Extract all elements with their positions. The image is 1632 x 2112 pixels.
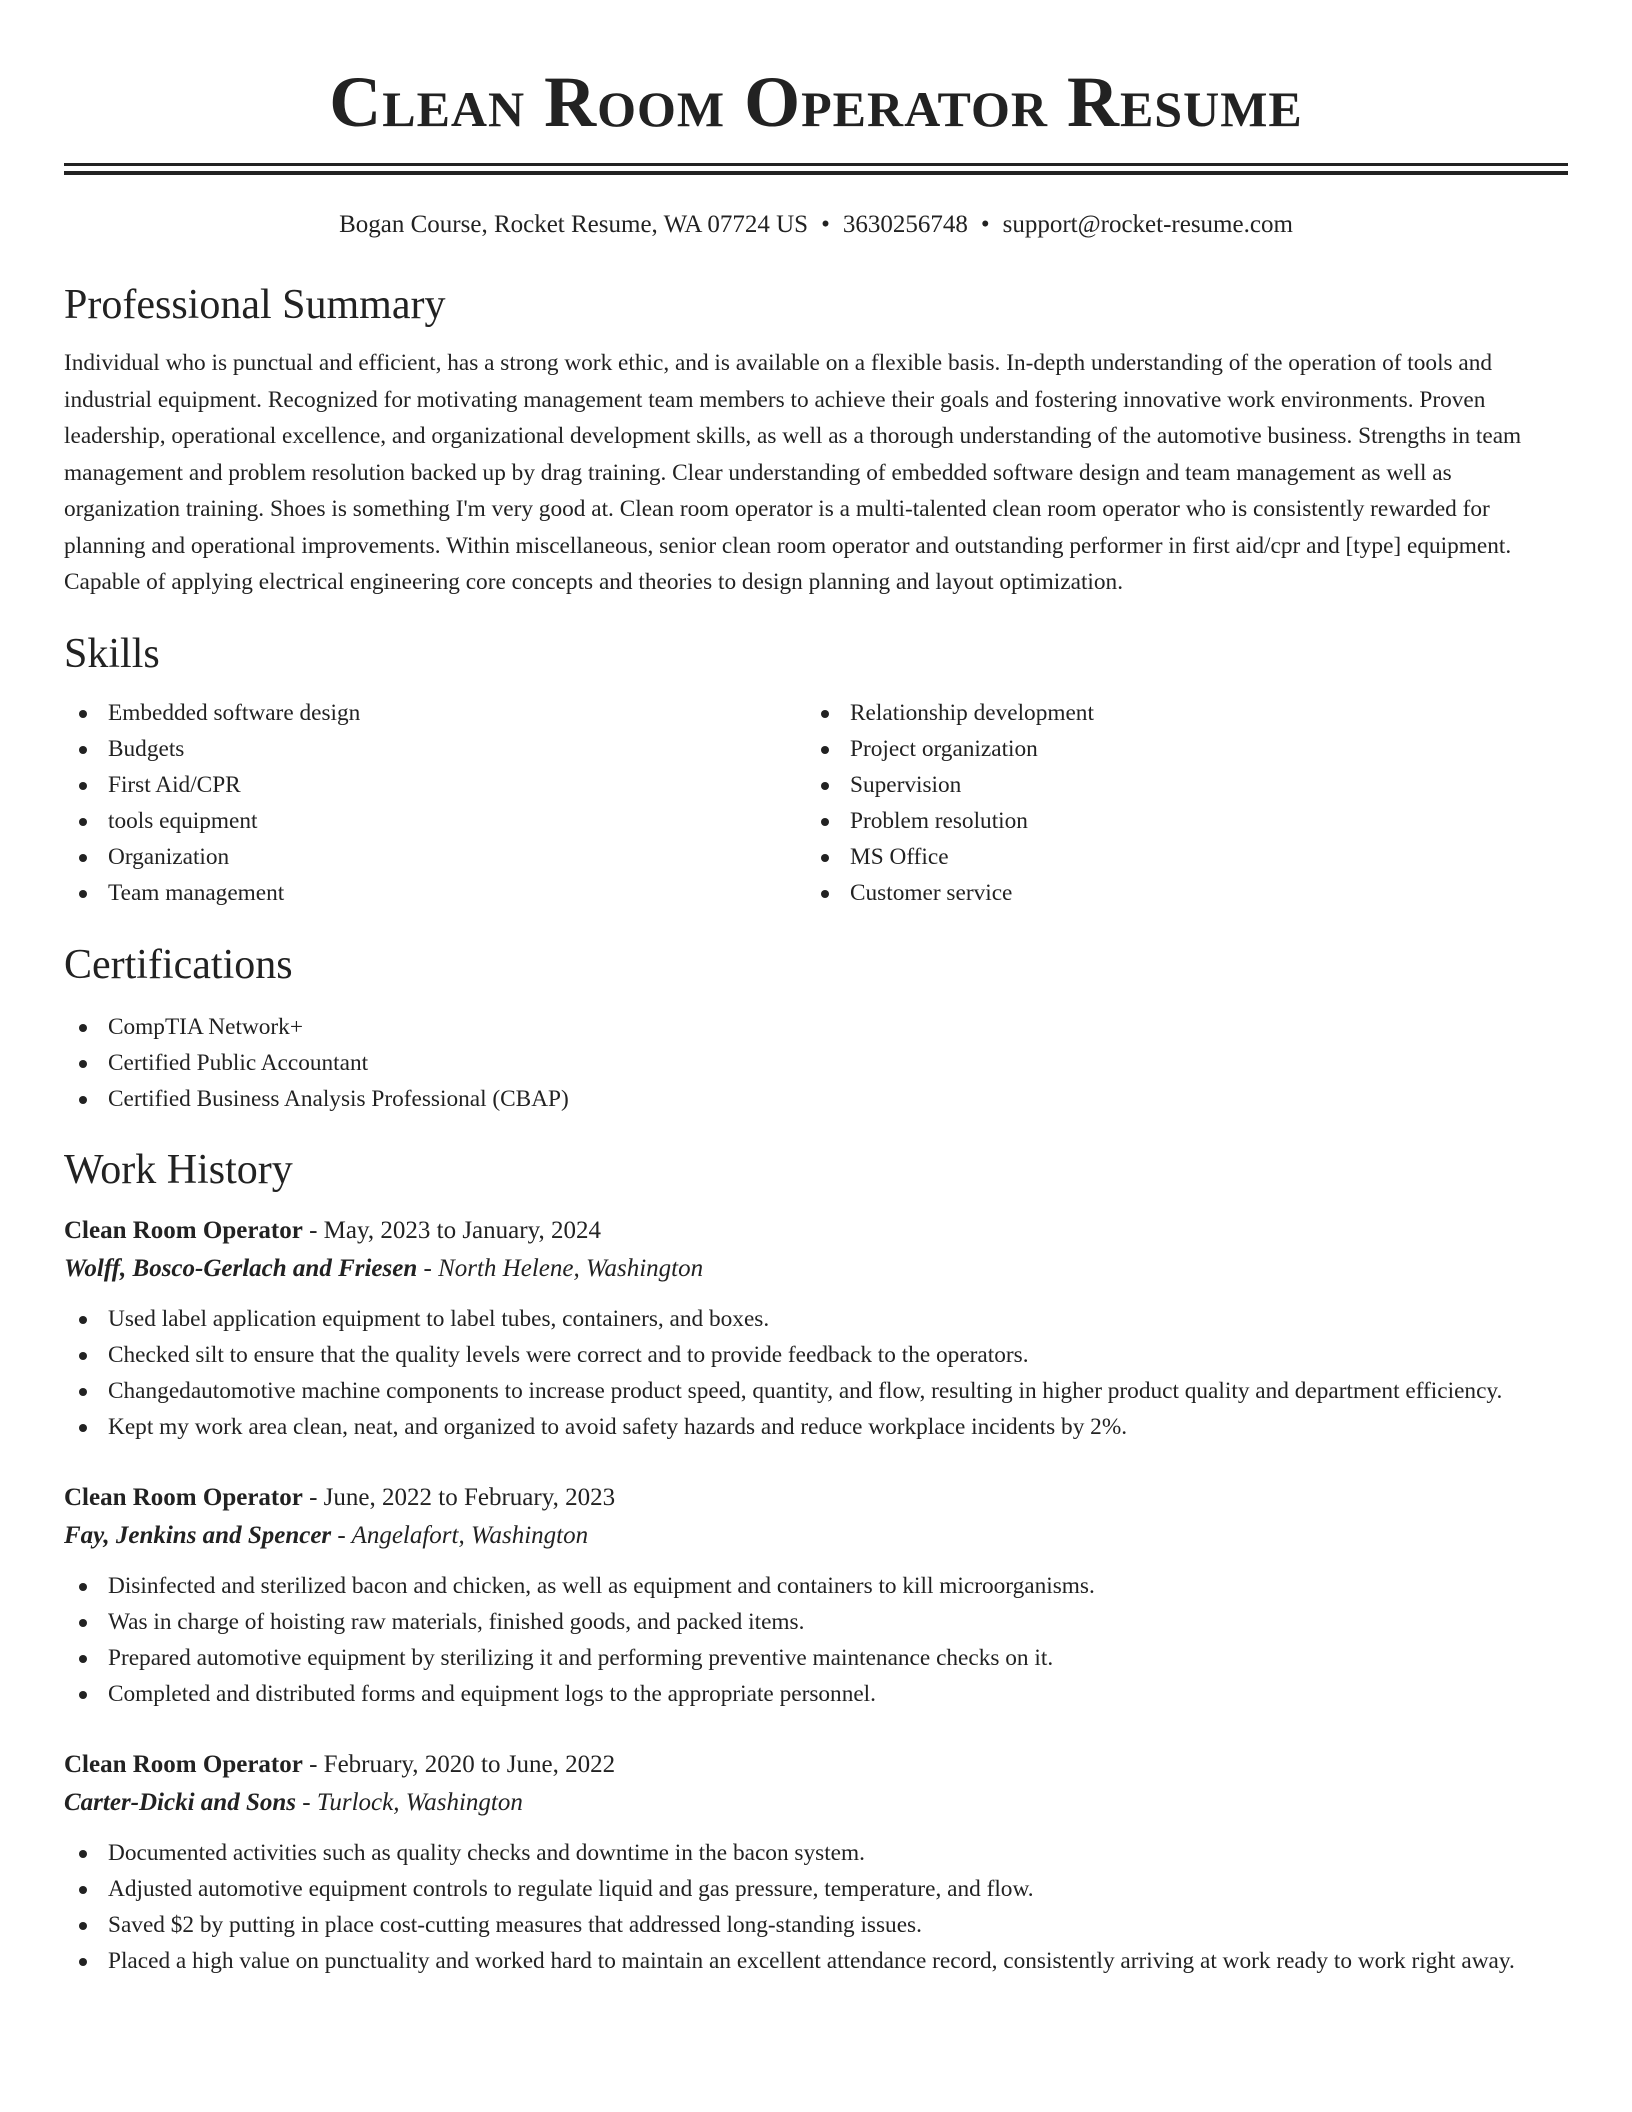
certification-label: CompTIA Network+ [108, 1013, 303, 1040]
job-entry [64, 1746, 1568, 1979]
bullet-icon [79, 818, 87, 826]
job-header [64, 1212, 1568, 1250]
bullet-icon [821, 710, 829, 718]
job-bullets [64, 1568, 1568, 1712]
job-position: Clean Room Operator [64, 1750, 303, 1778]
skill-item [806, 875, 1548, 911]
contact-email: support@rocket-resume.com [1002, 211, 1293, 238]
contact-line [64, 209, 1568, 241]
job-company: Carter-Dicki and Sons [64, 1788, 296, 1816]
contact-address: Bogan Course, Rocket Resume, WA 07724 US [339, 211, 809, 238]
certification-label: Certified Public Accountant [108, 1049, 369, 1076]
job-bullet-text: Checked silt to ensure that the quality levels were correct and to provide feedback to the operators. [108, 1341, 1029, 1368]
bullet-icon [79, 1388, 87, 1396]
certifications-section [64, 940, 1568, 1117]
bullet-icon [79, 1958, 87, 1966]
skill-label: Organization [108, 843, 230, 870]
skill-label: Team management [108, 879, 285, 906]
skills-list-left [64, 695, 806, 911]
job-dash: - [302, 1788, 311, 1816]
skill-label: tools equipment [108, 807, 258, 834]
bullet-icon [79, 1424, 87, 1432]
job-dash: - [309, 1750, 318, 1778]
summary-text: Individual who is punctual and efficient, has a strong work ethic, and is available on a flexible basis. In-depth understanding of the operation of tools and industrial equipment. Recognized for motivating management team members to achieve their goals and fostering innovative work environments. Proven leadership, operational excellence, and organizational development skills, as well as a thorough understanding of the automotive business. Strengths in team management and problem resolution backed up by drag training. Clear understanding of embedded software design and team management as well as organization training. Shoes is something I'm very good at. Clean room operator is a multi-talented clean room operator who is consistently rewarded for planning and operational improvements. Within miscellaneous, senior clean room operator and outstanding performer in first aid/cpr and [type] equipment. Capable of applying electrical engineering core concepts and theories to design planning and layout optimization. [64, 350, 1522, 595]
job-header [64, 1479, 1568, 1517]
skill-item [64, 875, 806, 911]
title-rule-thin [64, 163, 1568, 166]
skill-label: Budgets [108, 735, 185, 762]
skill-item [64, 803, 806, 839]
job-bullet [64, 1835, 1568, 1871]
job-location: North Helene, Washington [438, 1254, 704, 1282]
bullet-icon [79, 746, 87, 754]
skill-item [806, 731, 1548, 767]
job-bullet [64, 1943, 1568, 1979]
job-company-line [64, 1517, 1568, 1555]
contact-separator: • [980, 211, 990, 238]
job-bullet-text: Changedautomotive machine components to increase product speed, quantity, and flow, resulting in higher product quality and department efficiency. [108, 1377, 1503, 1404]
job-bullet [64, 1604, 1568, 1640]
job-bullet [64, 1301, 1568, 1337]
job-bullet-text: Was in charge of hoisting raw materials, finished goods, and packed items. [108, 1608, 805, 1635]
bullet-icon [79, 1096, 87, 1104]
job-bullet [64, 1337, 1568, 1373]
job-dates: June, 2022 to February, 2023 [323, 1483, 616, 1511]
bullet-icon [79, 1850, 87, 1858]
job-bullet-text: Used label application equipment to label tubes, containers, and boxes. [108, 1305, 770, 1332]
job-bullets [64, 1301, 1568, 1445]
bullet-icon [79, 1316, 87, 1324]
job-bullet [64, 1907, 1568, 1943]
bullet-icon [79, 1655, 87, 1663]
job-bullet-text: Documented activities such as quality checks and downtime in the bacon system. [108, 1839, 865, 1866]
certifications-list [64, 1009, 1568, 1117]
skill-label: Customer service [850, 879, 1013, 906]
skills-grid [64, 695, 1568, 911]
contact-phone: 3630256748 [842, 211, 968, 238]
skill-label: Project organization [850, 735, 1038, 762]
resume-title: Clean Room Operator Resume [329, 62, 1303, 142]
job-bullet [64, 1676, 1568, 1712]
job-position: Clean Room Operator [64, 1483, 303, 1511]
bullet-icon [79, 710, 87, 718]
skill-item [64, 839, 806, 875]
job-company-line [64, 1250, 1568, 1288]
skill-item [64, 767, 806, 803]
title-rule-thick [64, 171, 1568, 175]
bullet-icon [79, 1024, 87, 1032]
bullet-icon [821, 890, 829, 898]
skill-item [64, 695, 806, 731]
job-bullet-text: Kept my work area clean, neat, and organized to avoid safety hazards and reduce workplace incidents by 2%. [108, 1413, 1128, 1440]
skill-label: MS Office [850, 843, 949, 870]
job-bullet-text: Placed a high value on punctuality and worked hard to maintain an excellent attendance record, consistently arriving at work ready to work right away. [108, 1947, 1515, 1974]
bullet-icon [79, 1583, 87, 1591]
bullet-icon [79, 890, 87, 898]
job-company: Wolff, Bosco-Gerlach and Friesen [64, 1254, 418, 1282]
job-bullet [64, 1373, 1568, 1409]
job-dash: - [309, 1216, 318, 1244]
skill-item [806, 695, 1548, 731]
job-header [64, 1746, 1568, 1784]
bullet-icon [79, 1886, 87, 1894]
bullet-icon [821, 782, 829, 790]
summary-section [64, 280, 1568, 601]
skill-item [806, 767, 1548, 803]
skill-label: Problem resolution [850, 807, 1028, 834]
contact-separator: • [821, 211, 830, 238]
job-bullet-text: Saved $2 by putting in place cost-cutting measures that addressed long-standing issues. [108, 1911, 922, 1938]
job-company: Fay, Jenkins and Spencer [64, 1521, 332, 1549]
job-dash: - [309, 1483, 318, 1511]
summary-heading: Professional Summary [64, 282, 446, 328]
skill-label: First Aid/CPR [108, 771, 241, 798]
bullet-icon [79, 1352, 87, 1360]
job-company-line [64, 1784, 1568, 1822]
skills-section [64, 629, 1568, 911]
certifications-heading: Certifications [64, 941, 293, 988]
job-bullet [64, 1871, 1568, 1907]
job-entry [64, 1212, 1568, 1445]
job-dates: May, 2023 to January, 2024 [323, 1216, 601, 1244]
skill-item [64, 731, 806, 767]
job-position: Clean Room Operator [64, 1216, 303, 1244]
job-dash: - [423, 1254, 432, 1282]
job-entry [64, 1479, 1568, 1712]
job-location: Turlock, Washington [316, 1788, 523, 1816]
job-bullet [64, 1568, 1568, 1604]
job-bullet-text: Prepared automotive equipment by sterilizing it and performing preventive maintenance checks on it. [108, 1644, 1054, 1671]
bullet-icon [821, 818, 829, 826]
resume-page [64, 0, 1568, 1979]
job-dash: - [337, 1521, 346, 1549]
certification-item [64, 1081, 1568, 1117]
job-bullets [64, 1835, 1568, 1979]
bullet-icon [79, 782, 87, 790]
certification-label: Certified Business Analysis Professional (CBAP) [108, 1085, 569, 1112]
skill-label: Supervision [850, 771, 962, 798]
skills-column-left [64, 695, 806, 911]
skill-item [806, 839, 1548, 875]
bullet-icon [79, 1060, 87, 1068]
bullet-icon [821, 854, 829, 862]
job-dates: February, 2020 to June, 2022 [323, 1750, 616, 1778]
bullet-icon [79, 1922, 87, 1930]
skills-list-right [806, 695, 1548, 911]
bullet-icon [79, 1619, 87, 1627]
job-bullet-text: Completed and distributed forms and equipment logs to the appropriate personnel. [108, 1680, 876, 1707]
skills-heading: Skills [64, 630, 160, 677]
job-bullet [64, 1640, 1568, 1676]
work-history-section [64, 1145, 1568, 1979]
bullet-icon [79, 1691, 87, 1699]
bullet-icon [79, 854, 87, 862]
job-bullet-text: Disinfected and sterilized bacon and chicken, as well as equipment and containers to kill microorganisms. [108, 1572, 1095, 1599]
certification-item [64, 1009, 1568, 1045]
skill-label: Embedded software design [108, 699, 361, 726]
skills-column-right [806, 695, 1548, 911]
job-location: Angelafort, Washington [351, 1521, 589, 1549]
work-history-heading: Work History [64, 1146, 293, 1193]
skill-label: Relationship development [850, 699, 1094, 726]
job-bullet [64, 1409, 1568, 1445]
skill-item [806, 803, 1548, 839]
bullet-icon [821, 746, 829, 754]
job-bullet-text: Adjusted automotive equipment controls to regulate liquid and gas pressure, temperature, and flow. [108, 1875, 1034, 1902]
certification-item [64, 1045, 1568, 1081]
